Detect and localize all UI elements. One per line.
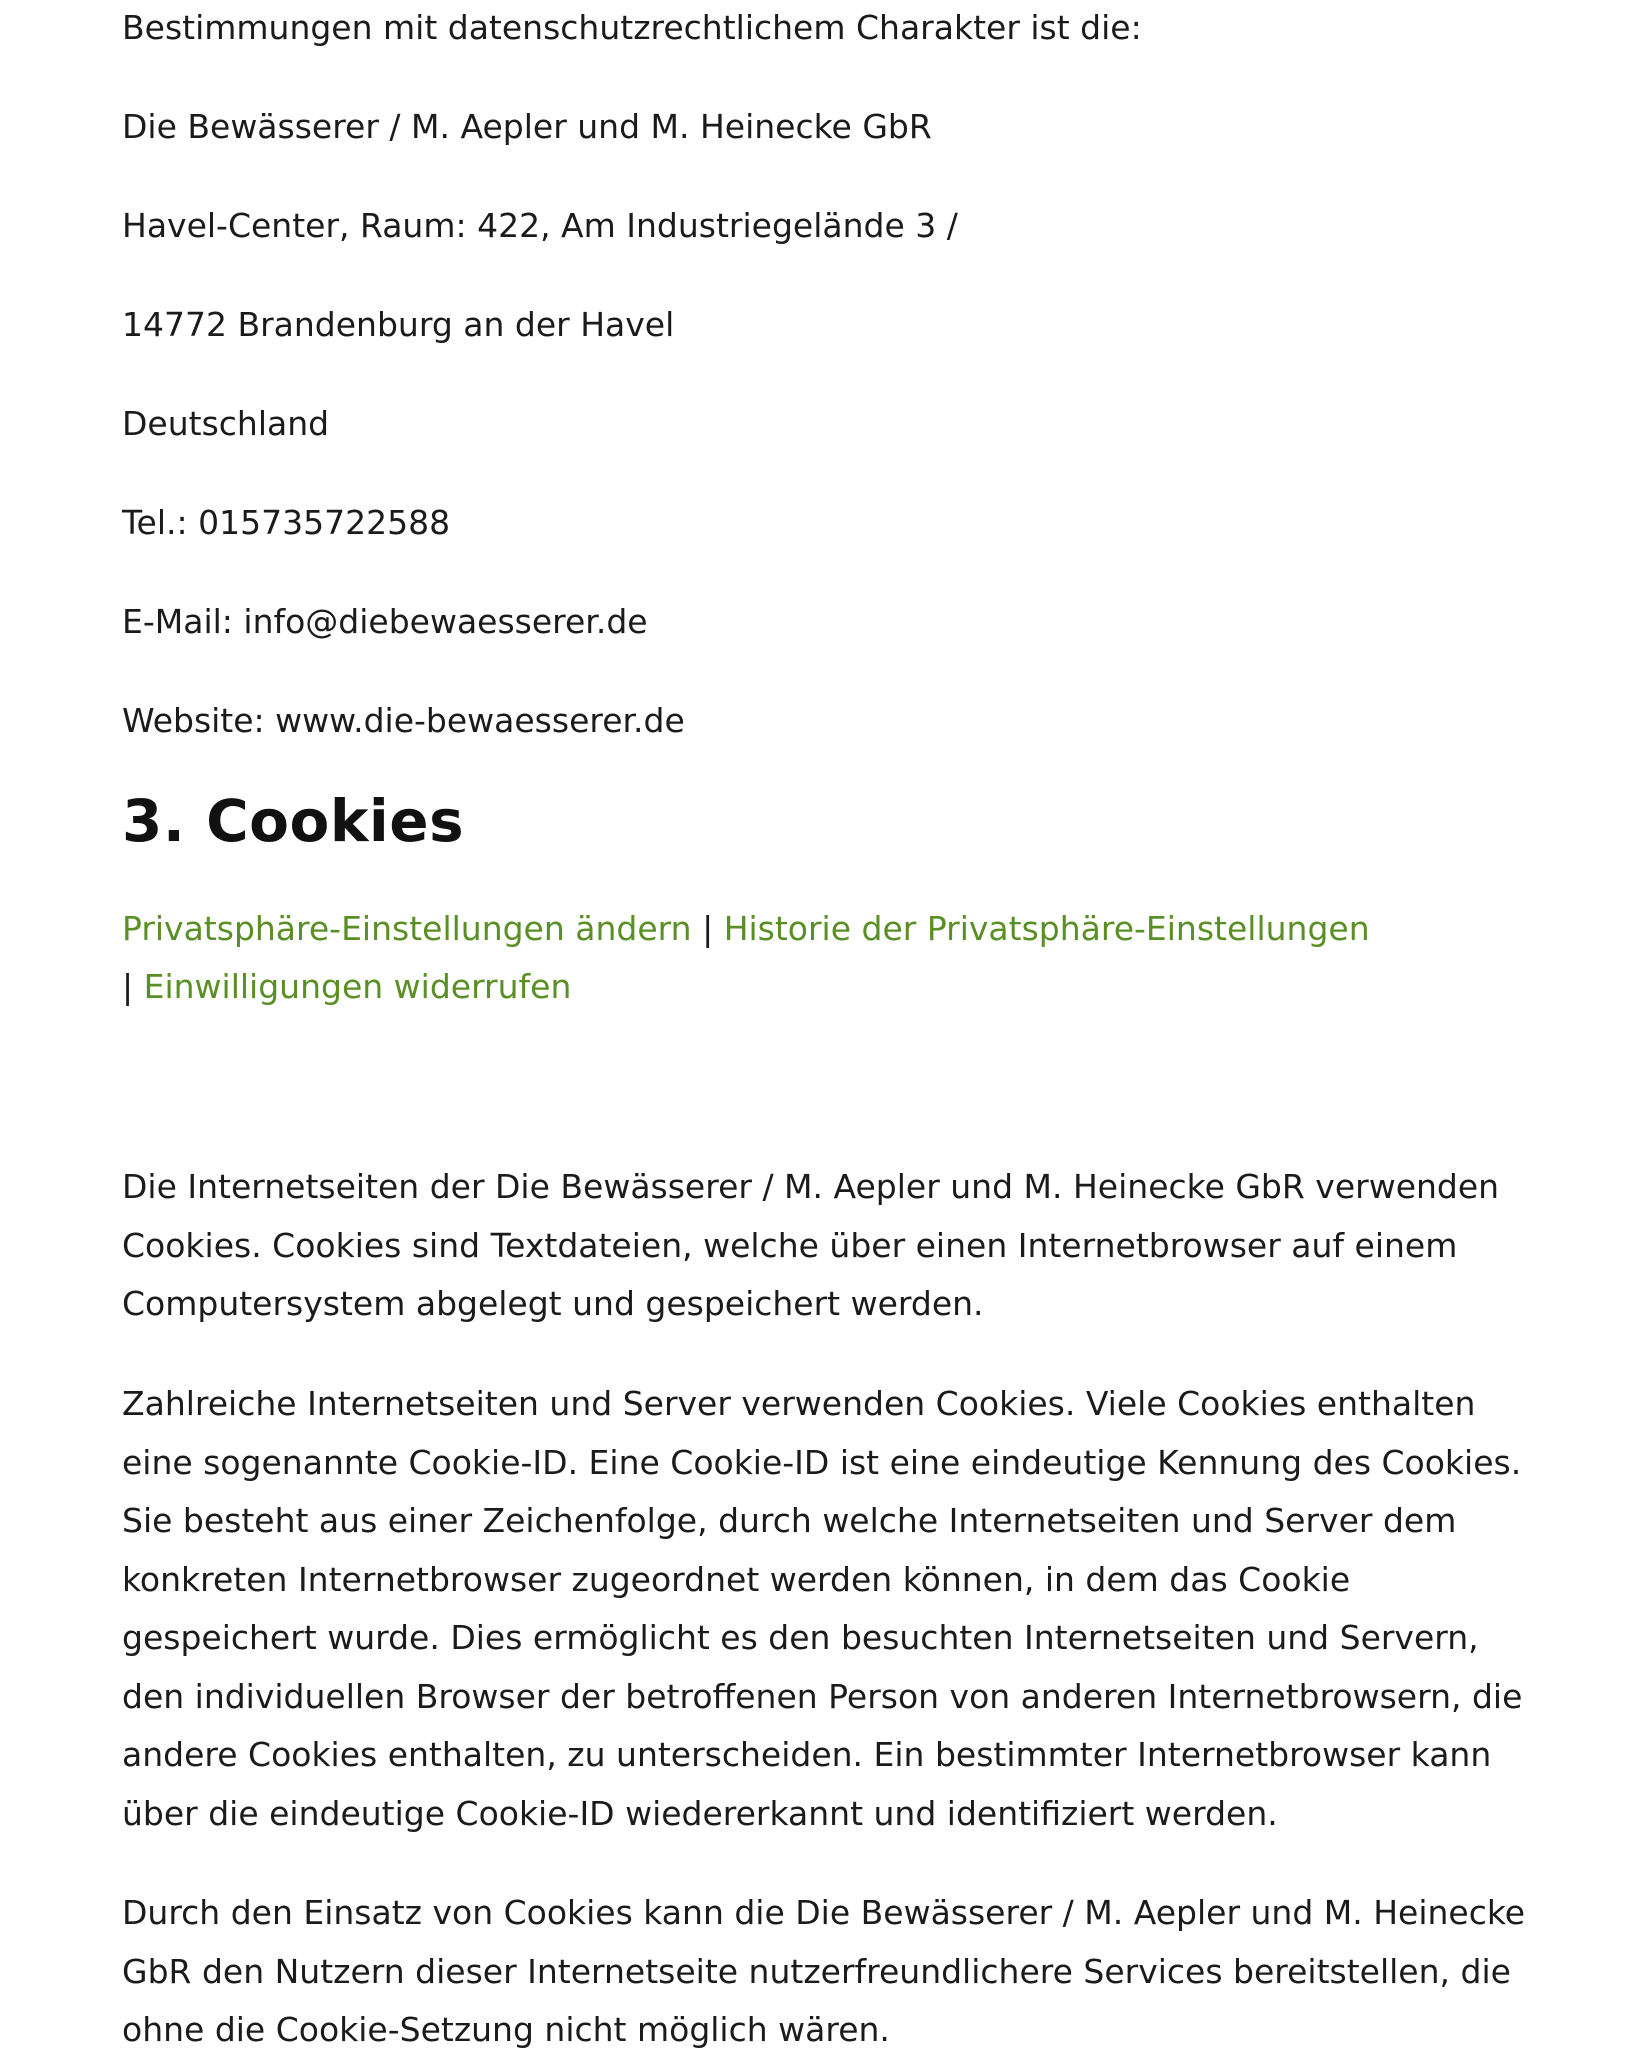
revoke-consents-link[interactable]: Einwilligungen widerrufen <box>143 967 572 1006</box>
privacy-settings-links <box>122 900 1542 1016</box>
address-company: Die Bewässerer / M. Aepler und M. Heinecke GbR <box>122 107 932 146</box>
intro-line: Bestimmungen mit datenschutzrechtlichem Charakter ist die: <box>122 8 1142 47</box>
contact-email: E-Mail: info@diebewaesserer.de <box>122 602 648 641</box>
paragraph-cookies-intro: Die Internetseiten der Die Bewässerer / M. Aepler und M. Heinecke GbR verwenden Cookies. Cookies sind Textdateien, welche über einen Internetbrowser auf einem Computersystem abgelegt und gespeichert werden. <box>122 1167 1500 1323</box>
address-street: Havel-Center, Raum: 422, Am Industriegelände 3 / <box>122 206 958 245</box>
address-country: Deutschland <box>122 404 330 443</box>
address-city: 14772 Brandenburg an der Havel <box>122 305 675 344</box>
contact-phone: Tel.: 015735722588 <box>122 503 451 542</box>
change-privacy-settings-link[interactable]: Privatsphäre-Einstellungen ändern <box>122 909 692 948</box>
paragraph-cookie-benefits: Durch den Einsatz von Cookies kann die Die Bewässerer / M. Aepler und M. Heinecke GbR den Nutzern dieser Internetseite nutzerfreundlichere Services bereitstellen, die ohne die Cookie-Setzung nicht möglich wären. <box>122 1893 1526 2049</box>
contact-website: Website: www.die-bewaesserer.de <box>122 701 685 740</box>
privacy-settings-history-link[interactable]: Historie der Privatsphäre-Einstellungen <box>723 909 1370 948</box>
link-separator: | <box>122 967 134 1006</box>
link-separator: | <box>702 909 714 948</box>
section-heading-cookies: 3. Cookies <box>122 787 465 855</box>
paragraph-cookie-id: Zahlreiche Internetseiten und Server verwenden Cookies. Viele Cookies enthalten eine sogenannte Cookie-ID. Eine Cookie-ID ist eine eindeutige Kennung des Cookies. Sie besteht aus einer Zeichenfolge, durch welche Internetseiten und Server dem konkreten Internetbrowser zugeordnet werden können, in dem das Cookie gespeichert wurde. Dies ermöglicht es den besuchten Internetseiten und Servern, den individuellen Browser der betroffenen Person von anderen Internetbrowsern, die andere Cookies enthalten, zu unterscheiden. Ein bestimmter Internetbrowser kann über die eindeutige Cookie-ID wiedererkannt und identifiziert werden. <box>122 1384 1523 1833</box>
